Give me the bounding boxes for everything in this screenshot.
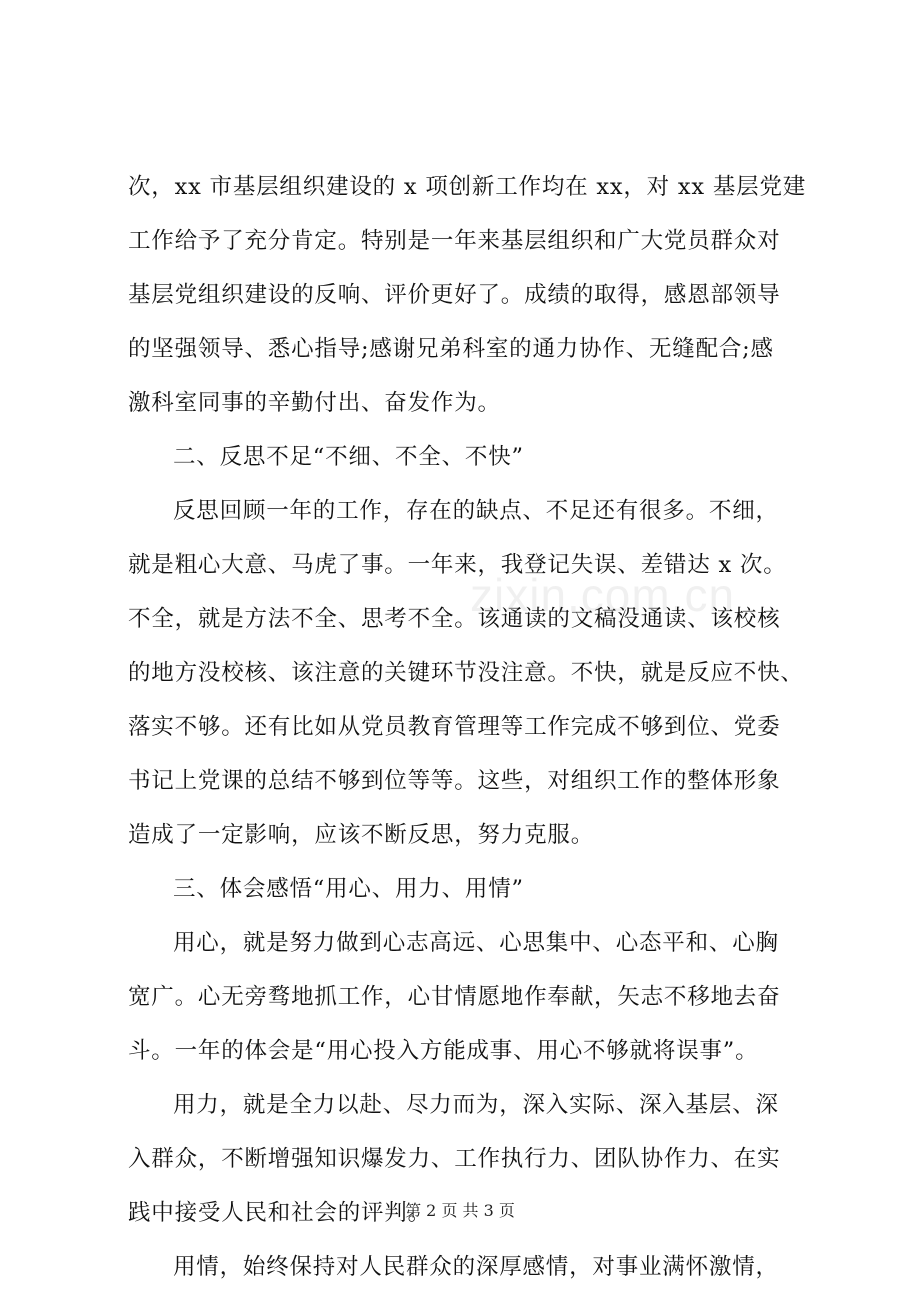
text-line: 斗。一年的体会是“用心投入方能成事、用心不够就将误事”。 — [128, 1038, 759, 1064]
section-heading-2: 二、反思不足“不细、不全、不快” — [173, 444, 524, 470]
text-line: 工作给予了充分肯定。特别是一年来基层组织和广大党员群众对 — [128, 228, 781, 254]
text-line: 基层党组织建设的反响、评价更好了。成绩的取得，感恩部领导 — [128, 282, 781, 308]
document-body — [128, 160, 818, 1294]
text-line: 次，xx 市基层组织建设的 x 项创新工作均在 xx，对 xx 基层党建 — [128, 174, 807, 200]
text-line: 的坚强领导、悉心指导;感谢兄弟科室的通力协作、无缝配合;感 — [128, 336, 774, 362]
text-line: 的地方没校核、该注意的关键环节没注意。不快，就是反应不快、 — [128, 660, 804, 686]
text-line: 就是粗心大意、马虎了事。一年来，我登记失误、差错达 x 次。 — [128, 552, 787, 578]
text-line: 造成了一定影响，应该不断反思，努力克服。 — [128, 822, 595, 848]
text-line: 不全，就是方法不全、思考不全。该通读的文稿没通读、该校核 — [128, 606, 781, 632]
text-line: 宽广。心无旁骛地抓工作，心甘情愿地作奉献，矢志不移地去奋 — [128, 984, 781, 1010]
text-line: 激科室同事的辛勤付出、奋发作为。 — [128, 390, 501, 416]
text-line: 入群众，不断增强知识爆发力、工作执行力、团队协作力、在实 — [128, 1146, 781, 1172]
watermark: zixin.com.cn — [470, 569, 736, 621]
page-number-footer: 第 2 页 共 3 页 — [405, 1201, 515, 1220]
text-line: 用情，始终保持对人民群众的深厚感情，对事业满怀激情， — [173, 1254, 779, 1280]
text-line: 落实不够。还有比如从党员教育管理等工作完成不够到位、党委 — [128, 714, 781, 740]
section-heading-3: 三、体会感悟“用心、用力、用情” — [173, 876, 524, 902]
text-line: 书记上党课的总结不够到位等等。这些，对组织工作的整体形象 — [128, 768, 781, 794]
text-line: 践中接受人民和社会的评判。 — [128, 1200, 431, 1226]
text-line: 反思回顾一年的工作，存在的缺点、不足还有很多。不细， — [173, 498, 779, 524]
text-line: 用心，就是努力做到心志高远、心思集中、心态平和、心胸 — [173, 930, 779, 956]
text-line: 用力，就是全力以赴、尽力而为，深入实际、深入基层、深 — [173, 1092, 779, 1118]
